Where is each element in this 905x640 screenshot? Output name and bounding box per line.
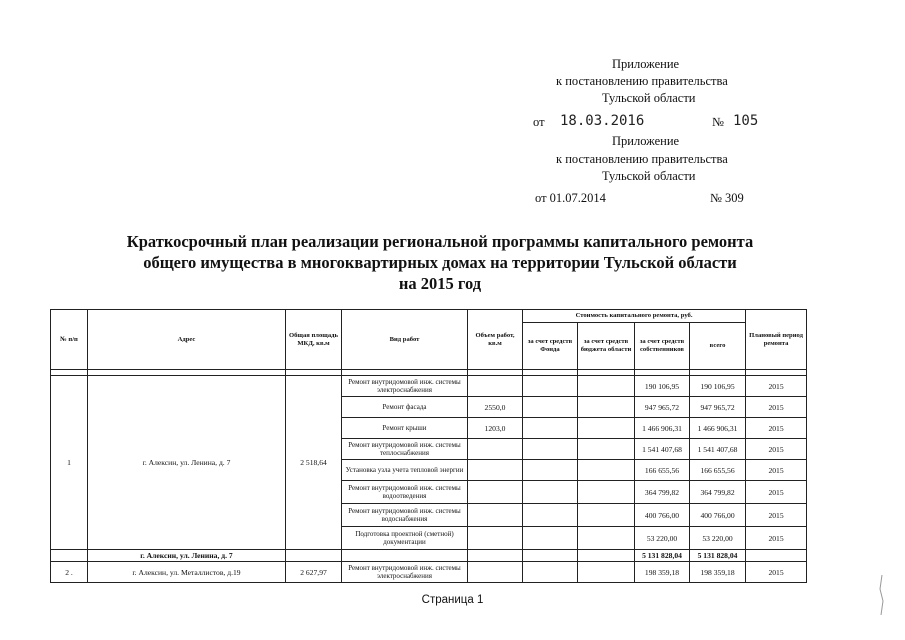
budget-cost (578, 527, 635, 550)
work-type: Ремонт крыши (342, 418, 468, 439)
owners-cost: 400 766,00 (635, 504, 690, 527)
fund-cost (523, 376, 578, 397)
fund-cost (523, 562, 578, 583)
budget-cost (578, 481, 635, 504)
total-cost: 53 220,00 (690, 527, 746, 550)
total-owners: 5 131 828,04 (635, 550, 690, 562)
total-area (286, 550, 342, 562)
owners-cost: 364 799,82 (635, 481, 690, 504)
total-cost: 190 106,95 (690, 376, 746, 397)
total-num (51, 550, 88, 562)
region-label: Тульской области (602, 91, 696, 105)
owners-cost: 53 220,00 (635, 527, 690, 550)
total-work (342, 550, 468, 562)
volume: 2550,0 (468, 397, 523, 418)
work-type: Ремонт внутридомовой инж. системы водоотведения (342, 481, 468, 504)
total-cost: 1 541 407,68 (690, 439, 746, 460)
document-title (40, 231, 840, 294)
date-prefix: от (533, 115, 545, 129)
title-line-1: Краткосрочный план реализации региональной программы капитального ремонта (126, 232, 754, 251)
appendix-label-old: Приложение (612, 134, 680, 148)
total-cost: 400 766,00 (690, 504, 746, 527)
col-volume-header: Объем работ, кв.м (468, 310, 523, 370)
group-area: 2 627,97 (286, 562, 342, 583)
total-period (746, 550, 807, 562)
group-num: 2 . (51, 562, 88, 583)
period: 2015 (746, 418, 807, 439)
decree-label-old: к постановлению правительства (556, 152, 728, 166)
budget-cost (578, 504, 635, 527)
period: 2015 (746, 460, 807, 481)
period: 2015 (746, 527, 807, 550)
col-fund-header: за счет средств Фонда (523, 323, 578, 370)
fund-cost (523, 504, 578, 527)
decree-number: 105 (733, 113, 759, 129)
work-type: Установка узла учета тепловой энергии (342, 460, 468, 481)
work-type: Ремонт внутридомовой инж. системы водоснабжения (342, 504, 468, 527)
old-decree-date: от 01.07.2014 (535, 191, 606, 205)
appendix-label: Приложение (612, 57, 680, 71)
budget-cost (578, 376, 635, 397)
col-num-header: № п/п (51, 310, 88, 370)
decree-label: к постановлению правительства (556, 74, 728, 88)
owners-cost: 198 359,18 (635, 562, 690, 583)
region-label-old: Тульской области (602, 169, 696, 183)
title-line-2: общего имущества в многоквартирных домах на территории Тульской области (143, 253, 737, 272)
volume (468, 439, 523, 460)
fund-cost (523, 460, 578, 481)
old-decree-number: № 309 (710, 191, 744, 205)
volume (468, 460, 523, 481)
decree-date: 18.03.2016 (560, 113, 645, 129)
repair-plan-table (50, 309, 807, 583)
work-type: Ремонт внутридомовой инж. системы теплоснабжения (342, 439, 468, 460)
fund-cost (523, 527, 578, 550)
budget-cost (578, 460, 635, 481)
work-type: Ремонт внутридомовой инж. системы электроснабжения (342, 562, 468, 583)
group-total-row (51, 550, 807, 562)
col-owners-header: за счет средств собственников (635, 323, 690, 370)
number-prefix: № (712, 115, 724, 129)
col-address-header: Адрес (88, 310, 286, 370)
total-cost: 364 799,82 (690, 481, 746, 504)
table-row (51, 562, 807, 583)
period: 2015 (746, 481, 807, 504)
budget-cost (578, 562, 635, 583)
period: 2015 (746, 397, 807, 418)
period: 2015 (746, 504, 807, 527)
total-budget (578, 550, 635, 562)
group-address: г. Алексин, ул. Ленина, д. 7 (88, 376, 286, 550)
table-row (51, 376, 807, 397)
col-period-header: Плановый период ремонта (746, 310, 807, 370)
col-cost-group-header: Стоимость капитального ремонта, руб. (523, 310, 746, 323)
fund-cost (523, 439, 578, 460)
col-work-header: Вид работ (342, 310, 468, 370)
volume: 1203,0 (468, 418, 523, 439)
col-budget-header: за счет средств бюджета области (578, 323, 635, 370)
group-area: 2 518,64 (286, 376, 342, 550)
volume (468, 481, 523, 504)
period: 2015 (746, 439, 807, 460)
total-address: г. Алексин, ул. Ленина, д. 7 (88, 550, 286, 562)
col-total-header: всего (690, 323, 746, 370)
period: 2015 (746, 562, 807, 583)
total-fund (523, 550, 578, 562)
volume (468, 504, 523, 527)
group-num: 1 (51, 376, 88, 550)
page-footer: Страница 1 (421, 594, 484, 606)
total-sum: 5 131 828,04 (690, 550, 746, 562)
fund-cost (523, 481, 578, 504)
scan-edge-mark (876, 575, 886, 615)
budget-cost (578, 418, 635, 439)
fund-cost (523, 397, 578, 418)
title-line-3: на 2015 год (398, 274, 482, 293)
work-type: Ремонт внутридомовой инж. системы электроснабжения (342, 376, 468, 397)
col-area-header: Общая площадь МКД, кв.м (286, 310, 342, 370)
budget-cost (578, 397, 635, 418)
volume (468, 376, 523, 397)
work-type: Подготовка проектной (сметной) документации (342, 527, 468, 550)
volume (468, 527, 523, 550)
work-type: Ремонт фасада (342, 397, 468, 418)
total-volume (468, 550, 523, 562)
budget-cost (578, 439, 635, 460)
total-cost: 947 965,72 (690, 397, 746, 418)
owners-cost: 1 541 407,68 (635, 439, 690, 460)
total-cost: 166 655,56 (690, 460, 746, 481)
group-address: г. Алексин, ул. Металлистов, д.19 (88, 562, 286, 583)
owners-cost: 166 655,56 (635, 460, 690, 481)
period: 2015 (746, 376, 807, 397)
volume (468, 562, 523, 583)
fund-cost (523, 418, 578, 439)
total-cost: 198 359,18 (690, 562, 746, 583)
owners-cost: 947 965,72 (635, 397, 690, 418)
owners-cost: 1 466 906,31 (635, 418, 690, 439)
owners-cost: 190 106,95 (635, 376, 690, 397)
total-cost: 1 466 906,31 (690, 418, 746, 439)
